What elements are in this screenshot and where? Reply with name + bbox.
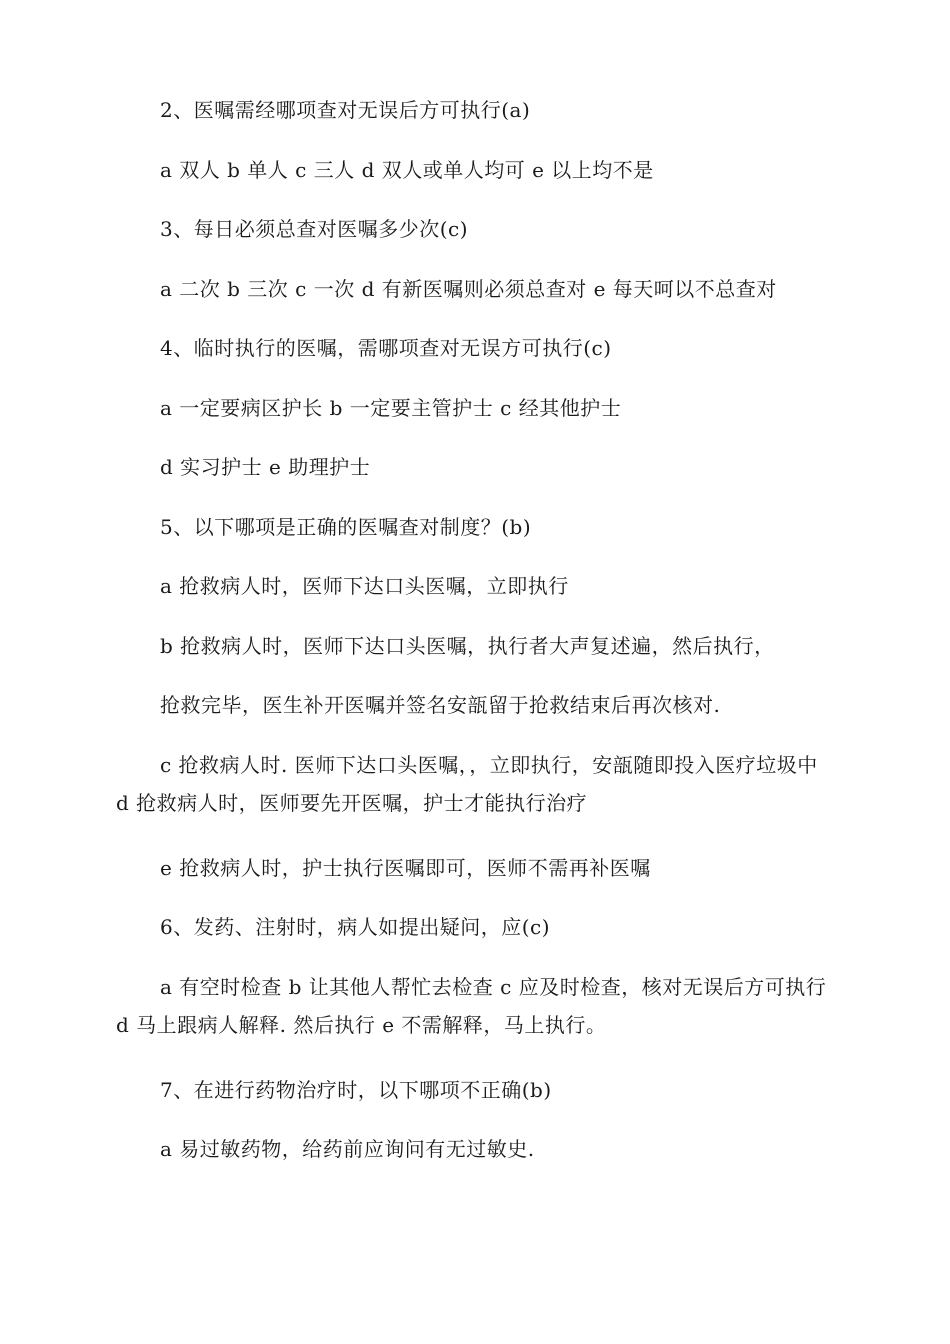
question-5-option-e: e 抢救病人时，护士执行医嘱即可，医师不需再补医嘱	[160, 856, 651, 880]
question-7: 7、在进行药物治疗时，以下哪项不正确(b)	[160, 1078, 552, 1102]
question-4-options-line-1: a 一定要病区护长 b 一定要主管护士 c 经其他护士	[160, 396, 622, 420]
question-4-options-line-2: d 实习护士 e 助理护士	[160, 455, 371, 479]
question-5-option-c-d: c 抢救病人时. 医师下达口头医嘱，，立即执行，安瓿随即投入医疗垃圾中 d 抢救病人时，医师要先开医嘱，护士才能执行治疗	[116, 753, 818, 815]
question-6-options: a 有空时检查 b 让其他人帮忙去检查 c 应及时检查，核对无误后方可执行 d 马上跟病人解释. 然后执行 e 不需解释，马上执行。	[116, 975, 827, 1037]
question-3-options: a 二次 b 三次 c 一次 d 有新医嘱则必须总查对 e 每天呵以不总查对	[160, 277, 777, 301]
question-5-option-b: b 抢救病人时，医师下达口头医嘱，执行者大声复述遍，然后执行，	[160, 634, 775, 658]
question-5: 5、以下哪项是正确的医嘱查对制度？(b)	[160, 515, 532, 539]
question-5-option-b-continued: 抢救完毕，医生补开医嘱并签名安瓿留于抢救结束后再次核对.	[160, 693, 721, 717]
question-4: 4、临时执行的医嘱，需哪项查对无误方可执行(c)	[160, 336, 612, 360]
question-6: 6、发药、注射时，病人如提出疑问，应(c)	[160, 915, 551, 939]
question-5-option-a: a 抢救病人时，医师下达口头医嘱，立即执行	[160, 574, 569, 598]
question-2-options: a 双人 b 单人 c 三人 d 双人或单人均可 e 以上均不是	[160, 158, 654, 182]
question-7-option-a: a 易过敏药物，给药前应询问有无过敏史.	[160, 1137, 535, 1161]
question-2: 2、医嘱需经哪项查对无误后方可执行(a)	[160, 98, 531, 122]
question-3: 3、每日必须总查对医嘱多少次(c)	[160, 217, 469, 241]
